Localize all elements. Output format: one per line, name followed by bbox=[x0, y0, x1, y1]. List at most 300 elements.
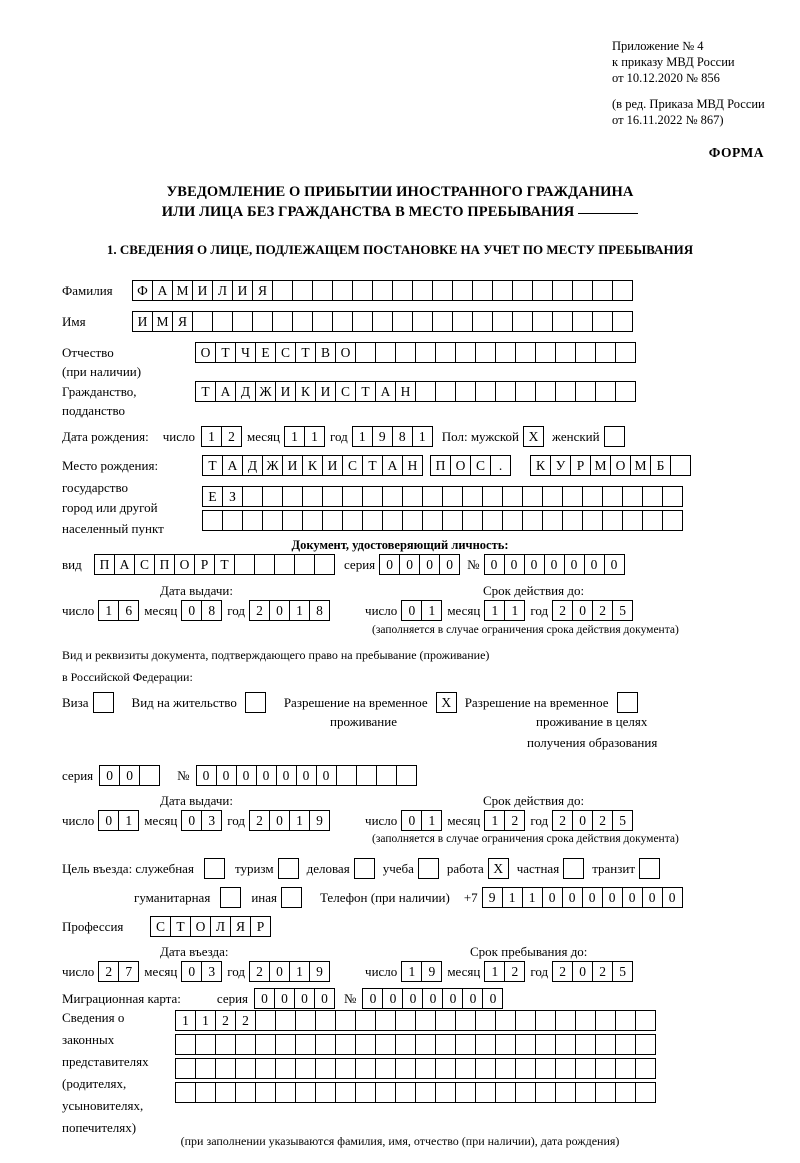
form-cell[interactable] bbox=[335, 1010, 356, 1031]
permit-number-input[interactable] bbox=[196, 765, 416, 786]
form-cell[interactable]: 3 bbox=[201, 810, 222, 831]
form-cell[interactable]: М bbox=[172, 280, 193, 301]
form-cell[interactable] bbox=[362, 510, 383, 531]
form-cell[interactable] bbox=[495, 381, 516, 402]
form-cell[interactable]: 1 bbox=[352, 426, 373, 447]
form-cell[interactable]: 0 bbox=[482, 988, 503, 1009]
form-cell[interactable]: 0 bbox=[602, 887, 623, 908]
form-cell[interactable]: 0 bbox=[98, 810, 119, 831]
form-cell[interactable] bbox=[582, 510, 603, 531]
form-cell[interactable] bbox=[335, 1034, 356, 1055]
temp-residence-checkbox[interactable]: Х bbox=[436, 692, 457, 713]
form-cell[interactable]: Р bbox=[250, 916, 271, 937]
form-cell[interactable] bbox=[515, 381, 536, 402]
form-cell[interactable]: 8 bbox=[309, 600, 330, 621]
form-cell[interactable] bbox=[555, 1010, 576, 1031]
doc-issue-day-input[interactable] bbox=[98, 600, 138, 621]
form-cell[interactable] bbox=[195, 1058, 216, 1079]
form-cell[interactable] bbox=[139, 765, 160, 786]
form-cell[interactable]: К bbox=[530, 455, 551, 476]
form-cell[interactable] bbox=[282, 510, 303, 531]
form-cell[interactable]: 6 bbox=[118, 600, 139, 621]
form-cell[interactable]: 1 bbox=[421, 600, 442, 621]
form-cell[interactable]: 0 bbox=[572, 600, 593, 621]
form-cell[interactable]: О bbox=[195, 342, 216, 363]
form-cell[interactable]: К bbox=[302, 455, 323, 476]
form-cell[interactable] bbox=[362, 486, 383, 507]
form-cell[interactable] bbox=[562, 510, 583, 531]
form-cell[interactable] bbox=[455, 1058, 476, 1079]
form-cell[interactable] bbox=[510, 455, 531, 476]
form-cell[interactable]: 1 bbox=[201, 426, 222, 447]
form-cell[interactable] bbox=[314, 554, 335, 575]
form-cell[interactable]: 0 bbox=[274, 988, 295, 1009]
form-cell[interactable] bbox=[435, 1034, 456, 1055]
form-cell[interactable]: 8 bbox=[201, 600, 222, 621]
form-cell[interactable] bbox=[352, 311, 373, 332]
doc-issue-month-input[interactable] bbox=[181, 600, 221, 621]
form-cell[interactable]: 0 bbox=[236, 765, 257, 786]
form-cell[interactable] bbox=[315, 1010, 336, 1031]
form-cell[interactable] bbox=[392, 280, 413, 301]
form-cell[interactable]: 0 bbox=[269, 600, 290, 621]
form-cell[interactable] bbox=[402, 486, 423, 507]
form-cell[interactable]: 0 bbox=[256, 765, 277, 786]
form-cell[interactable] bbox=[662, 486, 683, 507]
birth-place-city-row2-input[interactable] bbox=[202, 486, 682, 507]
form-cell[interactable]: 1 bbox=[484, 961, 505, 982]
form-cell[interactable]: 0 bbox=[402, 988, 423, 1009]
form-cell[interactable] bbox=[395, 1082, 416, 1103]
form-cell[interactable]: 0 bbox=[269, 810, 290, 831]
form-cell[interactable]: П bbox=[94, 554, 115, 575]
form-cell[interactable]: 1 bbox=[195, 1010, 216, 1031]
form-cell[interactable] bbox=[192, 311, 213, 332]
permit-issue-month-input[interactable] bbox=[181, 810, 221, 831]
form-cell[interactable]: 0 bbox=[439, 554, 460, 575]
form-cell[interactable]: 0 bbox=[582, 887, 603, 908]
form-cell[interactable] bbox=[262, 486, 283, 507]
form-cell[interactable] bbox=[462, 486, 483, 507]
form-cell[interactable] bbox=[635, 1034, 656, 1055]
form-cell[interactable] bbox=[512, 311, 533, 332]
form-cell[interactable] bbox=[552, 311, 573, 332]
form-cell[interactable] bbox=[572, 280, 593, 301]
form-cell[interactable] bbox=[542, 486, 563, 507]
form-cell[interactable]: 1 bbox=[504, 600, 525, 621]
form-cell[interactable]: 2 bbox=[552, 600, 573, 621]
form-cell[interactable] bbox=[515, 1082, 536, 1103]
form-cell[interactable] bbox=[635, 1058, 656, 1079]
migration-number-input[interactable] bbox=[362, 988, 502, 1009]
form-cell[interactable] bbox=[552, 280, 573, 301]
form-cell[interactable]: 0 bbox=[314, 988, 335, 1009]
form-cell[interactable]: К bbox=[295, 381, 316, 402]
form-cell[interactable]: А bbox=[375, 381, 396, 402]
form-cell[interactable] bbox=[512, 280, 533, 301]
form-cell[interactable] bbox=[595, 1082, 616, 1103]
form-cell[interactable]: Б bbox=[650, 455, 671, 476]
purpose-other-checkbox[interactable] bbox=[281, 887, 302, 908]
form-cell[interactable] bbox=[575, 1010, 596, 1031]
form-cell[interactable] bbox=[575, 1058, 596, 1079]
form-cell[interactable]: И bbox=[132, 311, 153, 332]
permit-valid-day-input[interactable] bbox=[401, 810, 441, 831]
form-cell[interactable] bbox=[475, 1082, 496, 1103]
form-cell[interactable]: Т bbox=[214, 554, 235, 575]
temp-residence-edu-checkbox[interactable] bbox=[617, 692, 638, 713]
form-cell[interactable] bbox=[515, 342, 536, 363]
form-cell[interactable]: З bbox=[222, 486, 243, 507]
form-cell[interactable]: Ч bbox=[235, 342, 256, 363]
form-cell[interactable]: 5 bbox=[612, 810, 633, 831]
form-cell[interactable]: 5 bbox=[612, 600, 633, 621]
form-cell[interactable] bbox=[332, 280, 353, 301]
form-cell[interactable] bbox=[572, 311, 593, 332]
form-cell[interactable]: П bbox=[154, 554, 175, 575]
form-cell[interactable] bbox=[395, 1034, 416, 1055]
form-cell[interactable] bbox=[622, 510, 643, 531]
form-cell[interactable] bbox=[292, 311, 313, 332]
form-cell[interactable]: 0 bbox=[584, 554, 605, 575]
form-cell[interactable]: 0 bbox=[462, 988, 483, 1009]
form-cell[interactable]: 0 bbox=[99, 765, 120, 786]
form-cell[interactable] bbox=[335, 1058, 356, 1079]
profession-input[interactable] bbox=[150, 916, 270, 937]
form-cell[interactable] bbox=[535, 1058, 556, 1079]
form-cell[interactable]: Р bbox=[194, 554, 215, 575]
form-cell[interactable] bbox=[475, 342, 496, 363]
form-cell[interactable]: 0 bbox=[419, 554, 440, 575]
form-cell[interactable] bbox=[435, 1010, 456, 1031]
form-cell[interactable] bbox=[336, 765, 357, 786]
form-cell[interactable]: 2 bbox=[592, 961, 613, 982]
form-cell[interactable] bbox=[592, 311, 613, 332]
form-cell[interactable]: 0 bbox=[604, 554, 625, 575]
form-cell[interactable] bbox=[422, 510, 443, 531]
form-cell[interactable]: Ж bbox=[255, 381, 276, 402]
patronymic-input[interactable] bbox=[195, 342, 635, 363]
form-cell[interactable]: С bbox=[150, 916, 171, 937]
form-cell[interactable] bbox=[442, 486, 463, 507]
purpose-service-checkbox[interactable] bbox=[204, 858, 225, 879]
form-cell[interactable] bbox=[432, 311, 453, 332]
form-cell[interactable] bbox=[255, 1058, 276, 1079]
form-cell[interactable] bbox=[622, 486, 643, 507]
birth-place-state-input[interactable] bbox=[202, 455, 422, 476]
form-cell[interactable] bbox=[234, 554, 255, 575]
form-cell[interactable] bbox=[312, 311, 333, 332]
doc-kind-input[interactable] bbox=[94, 554, 334, 575]
form-cell[interactable]: 7 bbox=[118, 961, 139, 982]
form-cell[interactable]: 2 bbox=[235, 1010, 256, 1031]
form-cell[interactable] bbox=[575, 1082, 596, 1103]
form-cell[interactable] bbox=[342, 510, 363, 531]
form-cell[interactable] bbox=[335, 1082, 356, 1103]
form-cell[interactable] bbox=[372, 280, 393, 301]
form-cell[interactable] bbox=[415, 1082, 436, 1103]
form-cell[interactable] bbox=[635, 1010, 656, 1031]
form-cell[interactable] bbox=[382, 486, 403, 507]
form-cell[interactable]: 0 bbox=[196, 765, 217, 786]
form-cell[interactable]: Ж bbox=[262, 455, 283, 476]
form-cell[interactable] bbox=[422, 486, 443, 507]
form-cell[interactable] bbox=[435, 1058, 456, 1079]
form-cell[interactable]: 1 bbox=[502, 887, 523, 908]
form-cell[interactable] bbox=[535, 381, 556, 402]
form-cell[interactable]: 0 bbox=[296, 765, 317, 786]
form-cell[interactable] bbox=[242, 510, 263, 531]
form-cell[interactable] bbox=[522, 510, 543, 531]
doc-series-input[interactable] bbox=[379, 554, 459, 575]
form-cell[interactable] bbox=[582, 486, 603, 507]
form-cell[interactable] bbox=[302, 510, 323, 531]
form-cell[interactable]: И bbox=[315, 381, 336, 402]
form-cell[interactable] bbox=[222, 510, 243, 531]
entry-year-input[interactable] bbox=[249, 961, 329, 982]
form-cell[interactable]: И bbox=[322, 455, 343, 476]
purpose-work-checkbox[interactable]: Х bbox=[488, 858, 509, 879]
form-cell[interactable] bbox=[315, 1034, 336, 1055]
form-cell[interactable] bbox=[635, 1082, 656, 1103]
form-cell[interactable]: Д bbox=[235, 381, 256, 402]
form-cell[interactable] bbox=[615, 1082, 636, 1103]
form-cell[interactable] bbox=[522, 486, 543, 507]
form-cell[interactable] bbox=[615, 1034, 636, 1055]
legal-rep-input-3[interactable] bbox=[175, 1058, 655, 1079]
form-cell[interactable]: Т bbox=[355, 381, 376, 402]
form-cell[interactable]: 2 bbox=[98, 961, 119, 982]
form-cell[interactable]: Т bbox=[170, 916, 191, 937]
form-cell[interactable]: Я bbox=[230, 916, 251, 937]
form-cell[interactable]: 1 bbox=[401, 961, 422, 982]
form-cell[interactable] bbox=[295, 1010, 316, 1031]
form-cell[interactable] bbox=[452, 280, 473, 301]
form-cell[interactable] bbox=[415, 1034, 436, 1055]
form-cell[interactable]: Я bbox=[172, 311, 193, 332]
form-cell[interactable] bbox=[495, 1058, 516, 1079]
form-cell[interactable]: 0 bbox=[181, 961, 202, 982]
form-cell[interactable]: 2 bbox=[221, 426, 242, 447]
form-cell[interactable] bbox=[615, 1010, 636, 1031]
form-cell[interactable]: И bbox=[275, 381, 296, 402]
form-cell[interactable] bbox=[435, 1082, 456, 1103]
form-cell[interactable] bbox=[195, 1082, 216, 1103]
form-cell[interactable]: И bbox=[282, 455, 303, 476]
form-cell[interactable] bbox=[412, 280, 433, 301]
form-cell[interactable] bbox=[294, 554, 315, 575]
surname-input[interactable] bbox=[132, 280, 632, 301]
form-cell[interactable]: 2 bbox=[504, 810, 525, 831]
form-cell[interactable] bbox=[562, 486, 583, 507]
form-cell[interactable] bbox=[555, 1082, 576, 1103]
purpose-business-checkbox[interactable] bbox=[354, 858, 375, 879]
form-cell[interactable]: Ф bbox=[132, 280, 153, 301]
form-cell[interactable] bbox=[595, 342, 616, 363]
form-cell[interactable] bbox=[492, 311, 513, 332]
form-cell[interactable] bbox=[375, 1082, 396, 1103]
form-cell[interactable] bbox=[455, 1034, 476, 1055]
form-cell[interactable]: 1 bbox=[284, 426, 305, 447]
form-cell[interactable]: В bbox=[315, 342, 336, 363]
form-cell[interactable] bbox=[255, 1082, 276, 1103]
form-cell[interactable]: П bbox=[430, 455, 451, 476]
birth-month-input[interactable] bbox=[284, 426, 324, 447]
form-cell[interactable]: 1 bbox=[289, 600, 310, 621]
form-cell[interactable]: 0 bbox=[422, 988, 443, 1009]
form-cell[interactable] bbox=[455, 1010, 476, 1031]
form-cell[interactable]: О bbox=[335, 342, 356, 363]
form-cell[interactable]: 1 bbox=[98, 600, 119, 621]
form-cell[interactable] bbox=[402, 510, 423, 531]
purpose-transit-checkbox[interactable] bbox=[639, 858, 660, 879]
permit-issue-day-input[interactable] bbox=[98, 810, 138, 831]
form-cell[interactable] bbox=[272, 280, 293, 301]
form-cell[interactable] bbox=[495, 1034, 516, 1055]
form-cell[interactable] bbox=[415, 1058, 436, 1079]
form-cell[interactable] bbox=[322, 510, 343, 531]
form-cell[interactable] bbox=[195, 1034, 216, 1055]
form-cell[interactable]: 1 bbox=[522, 887, 543, 908]
form-cell[interactable] bbox=[215, 1058, 236, 1079]
purpose-study-checkbox[interactable] bbox=[418, 858, 439, 879]
form-cell[interactable] bbox=[175, 1034, 196, 1055]
form-cell[interactable]: А bbox=[114, 554, 135, 575]
form-cell[interactable]: С bbox=[275, 342, 296, 363]
form-cell[interactable]: 1 bbox=[412, 426, 433, 447]
form-cell[interactable] bbox=[232, 311, 253, 332]
form-cell[interactable]: 0 bbox=[484, 554, 505, 575]
form-cell[interactable]: С bbox=[470, 455, 491, 476]
form-cell[interactable]: Т bbox=[202, 455, 223, 476]
form-cell[interactable] bbox=[575, 1034, 596, 1055]
form-cell[interactable] bbox=[472, 280, 493, 301]
doc-valid-month-input[interactable] bbox=[484, 600, 524, 621]
form-cell[interactable] bbox=[555, 381, 576, 402]
form-cell[interactable] bbox=[392, 311, 413, 332]
form-cell[interactable]: Т bbox=[215, 342, 236, 363]
form-cell[interactable]: 1 bbox=[289, 810, 310, 831]
form-cell[interactable] bbox=[415, 381, 436, 402]
form-cell[interactable] bbox=[262, 510, 283, 531]
form-cell[interactable] bbox=[495, 1010, 516, 1031]
form-cell[interactable] bbox=[595, 1010, 616, 1031]
form-cell[interactable] bbox=[254, 554, 275, 575]
form-cell[interactable] bbox=[355, 342, 376, 363]
form-cell[interactable] bbox=[555, 1034, 576, 1055]
form-cell[interactable] bbox=[356, 765, 377, 786]
birth-year-input[interactable] bbox=[352, 426, 432, 447]
form-cell[interactable] bbox=[662, 510, 683, 531]
form-cell[interactable] bbox=[475, 1034, 496, 1055]
form-cell[interactable] bbox=[215, 1034, 236, 1055]
form-cell[interactable]: Л bbox=[212, 280, 233, 301]
form-cell[interactable] bbox=[275, 1058, 296, 1079]
form-cell[interactable]: 0 bbox=[269, 961, 290, 982]
migration-series-input[interactable] bbox=[254, 988, 334, 1009]
form-cell[interactable]: 9 bbox=[309, 961, 330, 982]
form-cell[interactable] bbox=[642, 486, 663, 507]
permit-series-input[interactable] bbox=[99, 765, 159, 786]
form-cell[interactable] bbox=[282, 486, 303, 507]
form-cell[interactable] bbox=[412, 311, 433, 332]
form-cell[interactable]: 2 bbox=[592, 810, 613, 831]
form-cell[interactable]: А bbox=[382, 455, 403, 476]
form-cell[interactable] bbox=[275, 1034, 296, 1055]
form-cell[interactable] bbox=[252, 311, 273, 332]
doc-issue-year-input[interactable] bbox=[249, 600, 329, 621]
form-cell[interactable]: 1 bbox=[175, 1010, 196, 1031]
form-cell[interactable]: 0 bbox=[622, 887, 643, 908]
form-cell[interactable]: 9 bbox=[309, 810, 330, 831]
form-cell[interactable]: 0 bbox=[316, 765, 337, 786]
doc-valid-day-input[interactable] bbox=[401, 600, 441, 621]
permit-issue-year-input[interactable] bbox=[249, 810, 329, 831]
form-cell[interactable]: И bbox=[192, 280, 213, 301]
form-cell[interactable] bbox=[235, 1058, 256, 1079]
form-cell[interactable]: 2 bbox=[552, 961, 573, 982]
form-cell[interactable]: 2 bbox=[249, 600, 270, 621]
form-cell[interactable] bbox=[272, 311, 293, 332]
form-cell[interactable] bbox=[455, 381, 476, 402]
form-cell[interactable] bbox=[302, 486, 323, 507]
form-cell[interactable] bbox=[532, 280, 553, 301]
purpose-private-checkbox[interactable] bbox=[563, 858, 584, 879]
form-cell[interactable]: Т bbox=[195, 381, 216, 402]
form-cell[interactable] bbox=[515, 1058, 536, 1079]
form-cell[interactable] bbox=[415, 342, 436, 363]
form-cell[interactable] bbox=[575, 342, 596, 363]
doc-valid-year-input[interactable] bbox=[552, 600, 632, 621]
form-cell[interactable]: 0 bbox=[504, 554, 525, 575]
permit-valid-month-input[interactable] bbox=[484, 810, 524, 831]
form-cell[interactable]: 0 bbox=[216, 765, 237, 786]
form-cell[interactable] bbox=[592, 280, 613, 301]
form-cell[interactable]: 9 bbox=[482, 887, 503, 908]
form-cell[interactable] bbox=[475, 1010, 496, 1031]
form-cell[interactable] bbox=[372, 311, 393, 332]
form-cell[interactable]: 2 bbox=[215, 1010, 236, 1031]
stay-year-input[interactable] bbox=[552, 961, 632, 982]
form-cell[interactable] bbox=[515, 1034, 536, 1055]
form-cell[interactable] bbox=[602, 486, 623, 507]
form-cell[interactable] bbox=[595, 381, 616, 402]
form-cell[interactable] bbox=[535, 1034, 556, 1055]
form-cell[interactable]: 9 bbox=[421, 961, 442, 982]
form-cell[interactable]: М bbox=[152, 311, 173, 332]
form-cell[interactable] bbox=[475, 381, 496, 402]
form-cell[interactable] bbox=[535, 1010, 556, 1031]
form-cell[interactable] bbox=[495, 1082, 516, 1103]
form-cell[interactable] bbox=[255, 1010, 276, 1031]
form-cell[interactable] bbox=[355, 1034, 376, 1055]
form-cell[interactable] bbox=[175, 1058, 196, 1079]
form-cell[interactable] bbox=[602, 510, 623, 531]
form-cell[interactable] bbox=[342, 486, 363, 507]
form-cell[interactable] bbox=[515, 1010, 536, 1031]
form-cell[interactable]: О bbox=[610, 455, 631, 476]
form-cell[interactable] bbox=[396, 765, 417, 786]
form-cell[interactable] bbox=[235, 1034, 256, 1055]
form-cell[interactable] bbox=[575, 381, 596, 402]
form-cell[interactable] bbox=[274, 554, 295, 575]
birth-day-input[interactable] bbox=[201, 426, 241, 447]
form-cell[interactable]: 0 bbox=[544, 554, 565, 575]
form-cell[interactable] bbox=[555, 1058, 576, 1079]
form-cell[interactable]: 2 bbox=[552, 810, 573, 831]
purpose-tourism-checkbox[interactable] bbox=[278, 858, 299, 879]
form-cell[interactable]: 9 bbox=[372, 426, 393, 447]
